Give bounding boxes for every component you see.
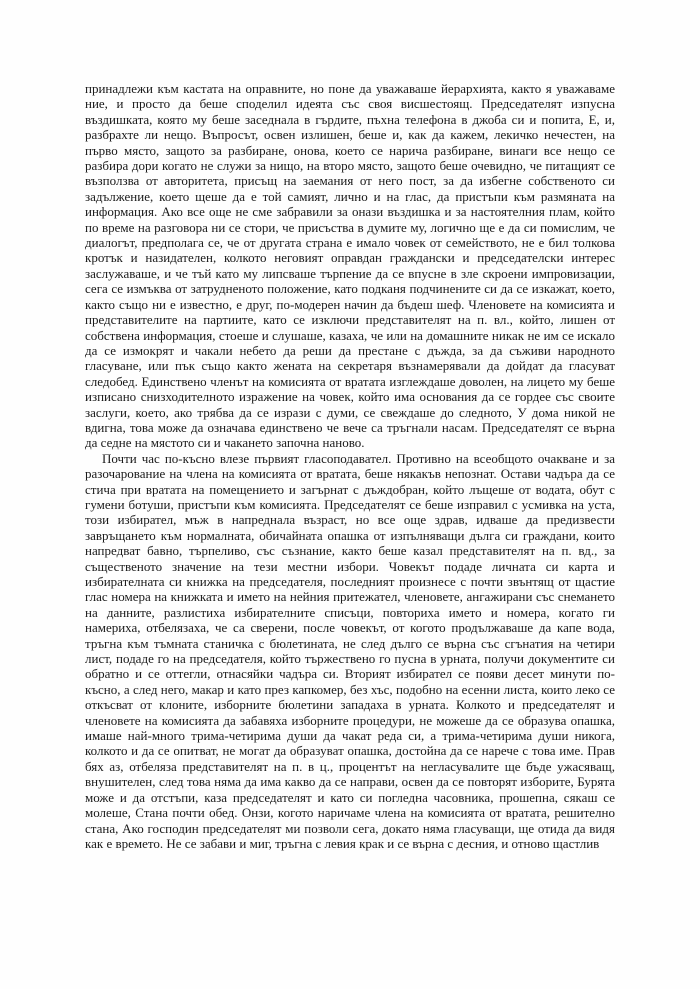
paragraph-2: Почти час по-късно влезе първият гласоподавател. Противно на всеобщото очакване и за разочарование на члена на комисията от вратата, беше някакъв непознат. Остави чадъра да се стича при вратата на помещението и загърнат с дъждобран, който лъщеше от водата, обут с гумени ботуши, пристъпи към комисията. Председателят се беше изправил с усмивка на уста, този избирател, мъж в напреднала възраст, но все още здрав, идваше да предизвести завръщането към нормалната, обичайната опашка от изпълняващи дълга си граждани, които напредват бавно, търпеливо, със съзнание, както беше казал представителят на п. вд., за същественото значение на тези местни избори. Човекът подаде личната си карта и избирателната си книжка на председателя, последният произнесе с почти звънтящ от щастие глас номера на книжката и името на нейния притежател, членовете, ангажирани със снемането на данните, разлистиха избирателните списъци, повториха името и номера, когато ги намериха, отбелязаха, че са сверени, после човекът, от когото продължаваше да капе вода, тръгна към тъмната станичка с бюлетината, не след дълго се върна със сгънатия на четири лист, подаде го на председателя, който тържествено го пусна в урната, получи документите си обратно и се оттегли, отнасяйки чадъра си. Вторият избирател се появи десет минути по-късно, а след него, макар и като през капкомер, без хъс, подобно на есенни листа, които леко се откъсват от клоните, изборните бюлетини западаха в урната. Колкото и председателят и членовете на комисията да забавяха изборните процедури, не можеше да се образува опашка, имаше най-много трима-четирима души да чакат реда си, а трима-четирима души никога, колкото и да се опитват, не могат да образуват опашка, достойна да се нарече с това име. Прав бях аз, отбеляза представителят на п. в ц., процентът на негласувалите ще бъде ужасяващ, внушителен, след това няма да има какво да се направи, освен да се повторят изборите, Бурята може и да отстъпи, каза председателят и като си погледна часовника, прошепна, сякаш се молеше, Стана почти обед. Онзи, когото наричаме члена на комисията от вратата, решително стана, Ако господин председателят ми позволи сега, докато няма гласуващи, ще отида да видя как е времето. Не се забави и миг, тръгна с левия крак и се върна с десния, и отново щастлив [85, 450, 615, 851]
paragraph-1: принадлежи към кастата на оправните, но поне да уважаваше йерархията, както я уважаваме ние, и просто да беше споделил идеята със своя висшестоящ. Председателят изпусна въздишката, която му беше заседнала в гърдите, пъхна телефона в джоба си и попита, Е, и, разбрахте ли нещо. Въпросът, освен излишен, беше и, как да кажем, лекичко нечестен, на първо място, защото за разбиране, онова, което се нарича разбиране, винаги все нещо се разбира дори когато не служи за нищо, на второ място, защото беше очевидно, че питащият се възползва от авторитета, присъщ на заемания от него пост, за да избегне собственото си задължение, което щеше да е той самият, лично и на глас, да пристъпи към размяната на информация. Ако все още не сме забравили за онази въздишка и за настоятелния плам, който по време на разговора ни се стори, че присъства в думите му, логично ще е да си помислим, че диалогът, предполага се, че от другата страна е имало човек от семейството, не е бил толкова кротък и назидателен, колкото неговият оправдан граждански и председателски интерес заслужаваше, и че тъй като му липсваше търпение да се впусне в зле скроени импровизации, сега се измъква от затрудненото положение, като подканя подчинените си да се изкажат, което, както също ни е известно, е друг, по-модерен начин да бъдеш шеф. Членовете на комисията и представителите на партиите, като се изключи представителят на п. вл., който, лишен от собствена информация, стоеше и слушаше, казаха, че или на домашните никак не им се искало да се измокрят и чакали небето да реши да престане с дъжда, за да съживи народното гласуване, или пък също както жената на секретаря възнамерявали да дойдат да гласуват следобед. Единствено членът на комисията от вратата изглеждаше доволен, на лицето му беше изписано снизходителното изражение на човек, който има основания да се гордее със своите заслуги, което, ако трябва да се изрази с думи, се свеждаше до следното, У дома никой не вдигна, това може да означава единствено че вече са тръгнали насам. Председателят се върна да седне на мястото си и чакането започна наново. [85, 81, 615, 451]
body-text [85, 81, 615, 851]
